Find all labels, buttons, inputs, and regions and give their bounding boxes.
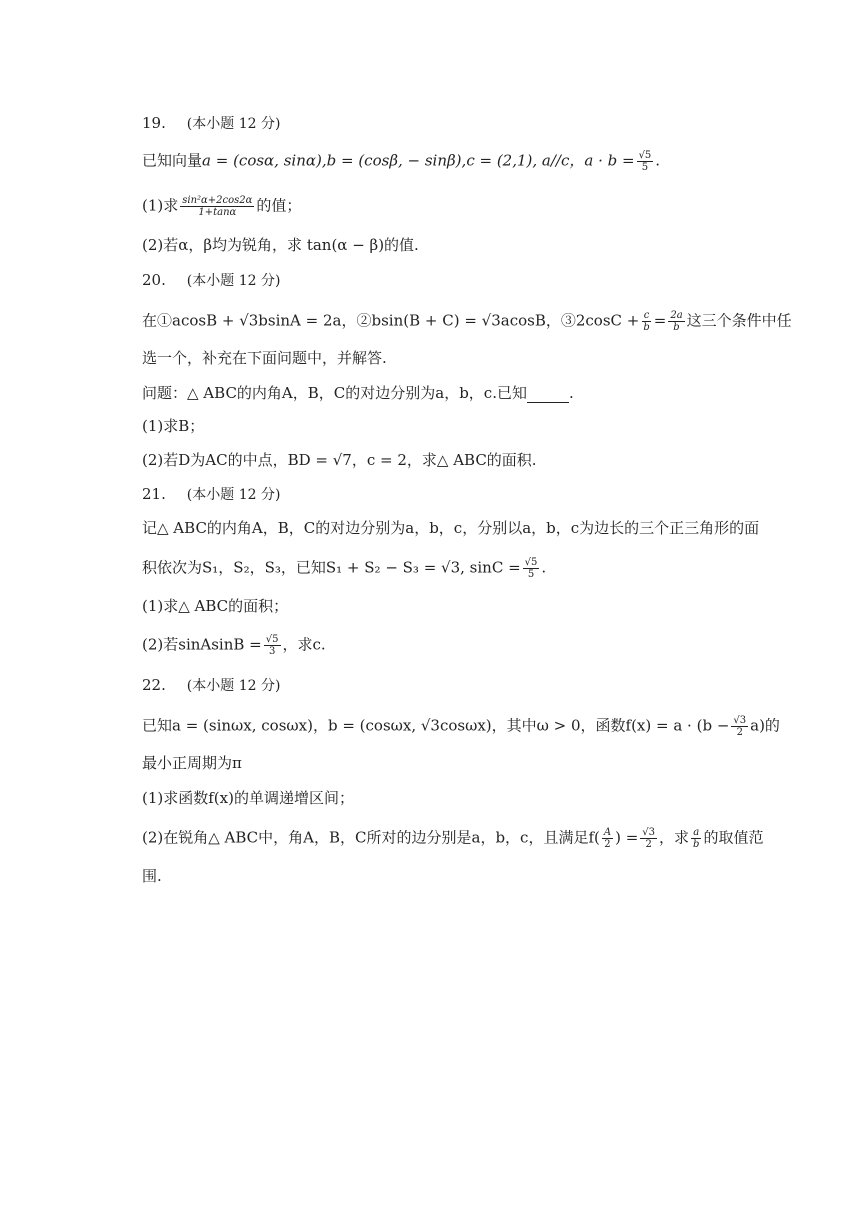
q20-number: 20. xyxy=(142,271,166,289)
q22-part2-text: (2)在锐角△ ABC中，角A，B，C所对的边分别是a，b，c，且满足f( xyxy=(142,828,600,847)
q19-given: 已知向量a = (cosα, sinα),b = (cosβ, − sinβ),c = (2,1), a//c，a · b = $\frac{√5}{5}$ . xyxy=(142,150,661,173)
q22-part2 xyxy=(142,827,763,850)
q19-dot-product: a · b = xyxy=(584,151,635,170)
q20-conditions-text: 在①acosB + √3bsinA = 2a，②bsin(B + C) = √3acosB，③2cosC + xyxy=(142,311,640,330)
q22-header xyxy=(142,675,280,696)
q20-line2: 选一个，补充在下面问题中，并解答. xyxy=(142,349,387,367)
q22-ratio-num: a xyxy=(693,827,700,838)
q22-number: 22. xyxy=(142,676,166,694)
q21-points: (本小题 12 分) xyxy=(186,487,281,503)
q20-part2: (2)若D为AC的中点，BD = √7，c = 2，求△ ABC的面积. xyxy=(142,451,537,469)
q20-frac2-den: b xyxy=(673,322,680,333)
q19-dot-den: 5 xyxy=(641,162,649,173)
q21-part2-fraction xyxy=(264,634,281,657)
q22-f-arg-fraction xyxy=(602,827,613,850)
q20-part1: (1)求B； xyxy=(142,417,205,435)
q19-vector-c: c = (2,1), a//c， xyxy=(466,151,585,170)
q22-line1-text: 已知a = (sinωx, cosωx)，b = (cosωx, √3cosωx)，其中ω > 0，函数f(x) = a · (b − xyxy=(142,716,730,735)
q22-line1-end: a)的 xyxy=(750,716,780,735)
q20-blank xyxy=(527,388,569,403)
q22-ratio-fraction xyxy=(691,827,701,850)
q20-frac-c-b xyxy=(641,310,651,333)
q20-conditions xyxy=(142,310,792,333)
q20-problem-text: 问题：△ ABC的内角A，B，C的对边分别为a，b，c.已知 xyxy=(142,384,527,402)
q19-part1 xyxy=(142,195,301,218)
q22-part2-ask: ，求 xyxy=(659,828,690,847)
q22-value-num: √3 xyxy=(642,827,656,838)
q21-sinC-num: √5 xyxy=(524,557,538,568)
q19-part1-prefix: (1)求 xyxy=(142,196,179,215)
q21-part1: (1)求△ ABC的面积； xyxy=(142,597,289,615)
q20-problem xyxy=(142,383,574,403)
q22-line1-num: √3 xyxy=(733,715,747,726)
q19-part1-den: 1+tanα xyxy=(198,207,237,218)
q21-header xyxy=(142,484,280,505)
q20-frac1-den: b xyxy=(643,322,650,333)
q22-line1-den: 2 xyxy=(736,727,743,738)
q22-part2-eq: ) = xyxy=(615,828,639,847)
q21-line2-end: . xyxy=(541,558,547,577)
q19-points: (本小题 12 分) xyxy=(186,116,281,132)
q21-line1: 记△ ABC的内角A，B，C的对边分别为a，b，c，分别以a，b，c为边长的三个正三角形的面 xyxy=(142,519,760,537)
q22-f-arg-num: A xyxy=(603,827,612,838)
q21-sinC-den: 5 xyxy=(527,569,535,580)
q19-dot-num: √5 xyxy=(638,150,652,161)
q22-part2-tail: 的取值范 xyxy=(703,828,764,847)
q22-value-fraction xyxy=(640,827,657,850)
q19-number: 19. xyxy=(142,114,166,132)
q19-part1-num: sin²α+2cos2α xyxy=(182,195,253,206)
q22-points: (本小题 12 分) xyxy=(186,678,281,694)
q20-problem-end: . xyxy=(568,384,574,402)
q22-part2-end: 围. xyxy=(142,867,162,885)
q19-part1-suffix: 的值； xyxy=(256,196,302,215)
q21-line2-text: 积依次为S₁，S₂，S₃，已知S₁ + S₂ − S₃ = √3, sinC = xyxy=(142,558,521,577)
q19-header xyxy=(142,113,280,134)
q20-header xyxy=(142,270,280,291)
q19-given-prefix: 已知向量 xyxy=(142,151,203,170)
q22-ratio-den: b xyxy=(693,839,700,850)
q20-frac-2a-b xyxy=(668,310,684,333)
q22-value-den: 2 xyxy=(645,839,652,850)
q21-part2-den: 3 xyxy=(268,646,276,657)
q21-part2-text: (2)若sinAsinB = xyxy=(142,635,262,654)
q21-sinC-fraction xyxy=(523,557,540,580)
q19-vector-a: a = (cosα, sinα), xyxy=(202,151,327,170)
q20-frac2-num: 2a xyxy=(670,310,683,321)
q19-part2: (2)若α，β均为锐角，求 tan(α − β)的值. xyxy=(142,236,419,254)
q19-dot-fraction xyxy=(637,150,654,173)
q21-number: 21. xyxy=(142,485,166,503)
q21-part2-end: ，求c. xyxy=(282,635,326,654)
q21-line2 xyxy=(142,557,546,580)
q21-part2 xyxy=(142,634,326,657)
q20-points: (本小题 12 分) xyxy=(186,273,281,289)
q22-line1 xyxy=(142,715,780,738)
q19-vector-b: b = (cosβ, − sinβ), xyxy=(326,151,467,170)
q22-line1-fraction xyxy=(731,715,748,738)
q22-part1: (1)求函数f(x)的单调递增区间； xyxy=(142,789,354,807)
q20-frac1-num: c xyxy=(643,310,650,321)
q20-eq: = xyxy=(653,311,667,330)
q19-part1-fraction xyxy=(180,195,254,218)
q21-part2-num: √5 xyxy=(265,634,279,645)
q22-f-arg-den: 2 xyxy=(604,839,611,850)
q22-line2: 最小正周期为π xyxy=(142,754,242,772)
q20-conditions-tail: 这三个条件中任 xyxy=(686,311,792,330)
